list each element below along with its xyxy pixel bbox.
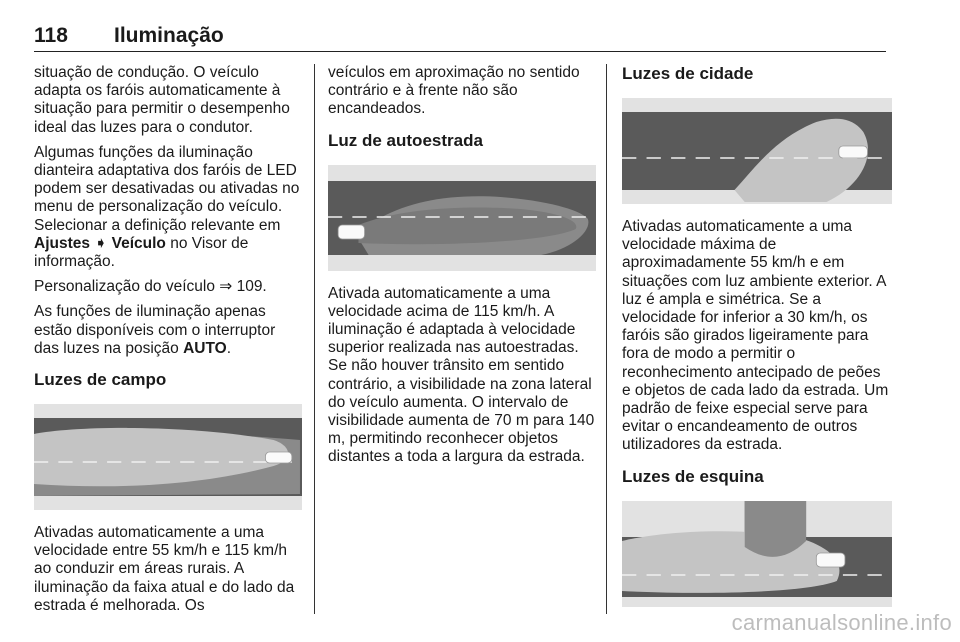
section-heading-luzes-de-cidade: Luzes de cidade (622, 64, 754, 83)
paragraph: situação de condução. O veículo adapta os faróis automaticamente à situação para permitir o desempenho ideal das luzes para o condutor. (34, 64, 290, 136)
paragraph: Algumas funções da iluminação dianteira adaptativa dos faróis de LED podem ser desativadas ou ativadas no menu de personalização do veículo. Selecionar a definição relevante em Ajustes ➧ Veículo no Visor de informação. (34, 143, 300, 271)
page-ref-icon: ⇒ (219, 278, 233, 296)
column-1 (34, 64, 302, 622)
paragraph: Ativadas automaticamente a uma velocidade máxima de aproximadamente 55 km/h e em situações com luz ambiente exterior. A luz é ampla e simétrica. Se a velocidade for inferior a 30 km/h, os faróis são girados ligeiramente para fora de modo a permitir o reconhecimento antecipado de peões e objetos de cada lado da estrada. Um padrão de feixe especial serve para evitar o encandeamento de outros utilizadores da estrada. (622, 218, 889, 454)
illustration-country-light (34, 404, 302, 510)
paragraph: veículos em aproximação no sentido contrário e à frente não são encandeados. (328, 64, 580, 118)
column-divider (606, 64, 607, 614)
page-title: Iluminação (114, 24, 224, 47)
auto-label: AUTO (183, 339, 227, 357)
arrow-icon: ➧ (94, 234, 108, 252)
column-divider (314, 64, 315, 614)
paragraph: Ativadas automaticamente a uma velocidade entre 55 km/h e 115 km/h ao conduzir em áreas rurais. A iluminação da faixa atual e do lado da estrada é melhorada. Os (34, 524, 295, 614)
illustration-motorway-light (328, 165, 596, 271)
paragraph: Ativada automaticamente a uma velocidade acima de 115 km/h. A iluminação é adaptada à velocidade superior realizada nas autoestradas. Se não houver trânsito em sentido contrário, a visibilidade na zona lateral do veículo aumenta. O intervalo de visibilidade aumenta de 70 m para 140 m, permitindo reconhecer objetos distantes a toda a largura da estrada. (328, 284, 595, 466)
paragraph: As funções de iluminação apenas estão disponíveis com o interruptor das luzes na posição AUTO. (34, 303, 276, 357)
menu-path-ajustes: Ajustes (34, 234, 90, 252)
paragraph: Personalização do veículo ⇒ 109. (34, 278, 267, 296)
page-header (34, 22, 886, 52)
section-heading-luz-de-autoestrada: Luz de autoestrada (328, 130, 483, 150)
section-heading-luzes-de-campo: Luzes de campo (34, 370, 167, 390)
illustration-cornering-light (622, 501, 892, 607)
menu-path-veiculo: Veículo (111, 234, 166, 252)
illustration-town-light (622, 98, 892, 204)
watermark: carmanualsonline.info (731, 610, 952, 635)
column-3 (622, 64, 892, 621)
page-number: 118 (34, 24, 68, 47)
column-2 (328, 64, 596, 474)
section-heading-luzes-de-esquina: Luzes de esquina (622, 466, 764, 486)
